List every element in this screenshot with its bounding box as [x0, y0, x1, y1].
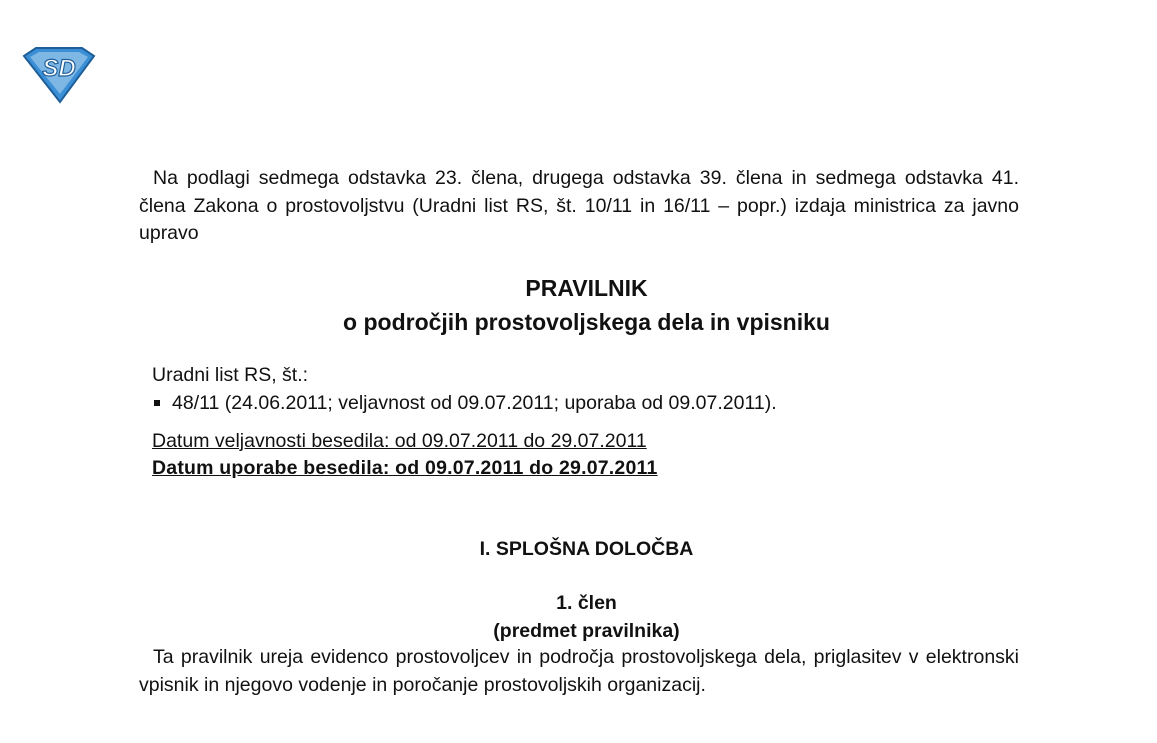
logo-text: SD	[42, 55, 76, 82]
title-line-1: PRAVILNIK	[525, 275, 648, 301]
chapter-heading: I. SPLOŠNA DOLOČBA	[479, 538, 694, 560]
logo	[22, 46, 96, 104]
gazette-item	[152, 389, 777, 417]
usage-date: Datum uporabe besedila: od 09.07.2011 do 29.07.2011	[152, 457, 658, 479]
gazette-item-text: 48/11 (24.06.2011; veljavnost od 09.07.2011; uporaba od 09.07.2011).	[172, 392, 777, 414]
article-number: 1. člen	[556, 592, 617, 614]
intro-paragraph: Na podlagi sedmega odstavka 23. člena, drugega odstavka 39. člena in sedmega odstavka 41. člena Zakona o prostovoljstvu (Uradni list RS, št. 10/11 in 16/11 – popr.) izdaja ministrica za javno upravo	[139, 167, 1019, 244]
gazette-reference	[152, 361, 777, 417]
validity-dates	[152, 428, 658, 482]
validity-date: Datum veljavnosti besedila: od 09.07.2011 do 29.07.2011	[152, 430, 647, 452]
document-title	[139, 271, 1034, 339]
gazette-label: Uradni list RS, št.:	[152, 364, 309, 386]
title-line-2: o področjih prostovoljskega dela in vpisniku	[343, 309, 830, 335]
article-heading	[139, 590, 1034, 645]
bullet-icon	[154, 400, 160, 406]
article-text: Ta pravilnik ureja evidenco prostovoljcev in področja prostovoljskega dela, priglasitev v elektronski vpisnik in njegovo vodenje in poročanje prostovoljskih organizacij.	[139, 646, 1019, 696]
logo-shield-icon	[22, 46, 96, 104]
article-subtitle: (predmet pravilnika)	[493, 619, 680, 642]
